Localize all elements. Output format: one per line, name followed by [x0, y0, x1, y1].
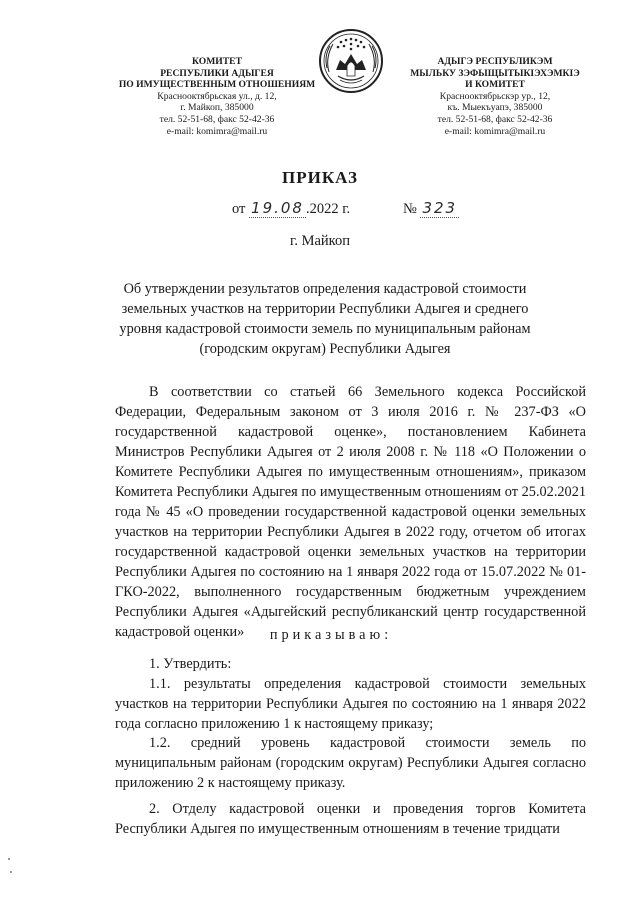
- header-left-address: Краснооктябрьская ул., д. 12,: [157, 90, 277, 102]
- header-left-city: г. Майкоп, 385000: [180, 102, 254, 114]
- header-right-line1: АДЫГЭ РЕСПУБЛИКЭМ: [437, 56, 553, 67]
- order-word: приказываю:: [269, 627, 393, 643]
- header-left-line2: РЕСПУБЛИКИ АДЫГЕЯ: [160, 67, 274, 79]
- number-handwritten: 323: [422, 199, 458, 217]
- item-1-2: 1.2. средний уровень кадастровой стоимости земель по муниципальным районам (городским округам) Республики Адыгея согласно приложению 2 к настоящему приказу.: [115, 735, 586, 791]
- header-right-phone: тел. 52-51-68, факс 52-42-36: [437, 113, 553, 125]
- order-number: [403, 199, 459, 218]
- item-1-1: 1.1. результаты определения кадастровой стоимости земельных участков на территории Республики Адыгея по состоянию на 1 января 2022 года согласно приложению 1 к настоящему приказу;: [115, 676, 586, 732]
- document-city: г. Майкоп: [290, 233, 350, 249]
- item-2-paragraph: 2. Отделу кадастровой оценки и проведения торгов Комитета Республики Адыгея по имущественным отношениям в течение тридцати: [115, 801, 586, 837]
- header-right-address: Краснооктябрьскэр ур., 12,: [439, 90, 551, 102]
- scan-speck: [8, 858, 10, 860]
- number-prefix: №: [403, 201, 417, 217]
- document-subject: Об утверждении результатов определения кадастровой стоимости земельных участков на территории Республики Адыгея и среднего уровня кадастровой стоимости земель по муниципальным районам (городским округам) Республики Адыгея: [119, 281, 531, 357]
- adygea-coat-of-arms-icon: [318, 28, 384, 94]
- date-suffix: .2022 г.: [305, 201, 351, 217]
- header-left-phone: тел. 52-51-68, факс 52-42-36: [159, 113, 275, 125]
- header-left-block: [107, 56, 327, 137]
- header-left-line1: КОМИТЕТ: [192, 56, 242, 67]
- date-prefix: от: [232, 201, 246, 217]
- header-right-email: e-mail: komimra@mail.ru: [444, 125, 546, 137]
- header-right-city: къ. Мыекъуапэ, 385000: [447, 102, 543, 114]
- item-1: 1. Утвердить:: [149, 656, 232, 672]
- order-date: [232, 199, 350, 218]
- document-title: ПРИКАЗ: [282, 168, 358, 187]
- header-right-line3: И КОМИТЕТ: [465, 79, 525, 91]
- header-right-block: [395, 56, 595, 137]
- header-right-line2: МЫЛЬКУ ЗЭФЫЩЫТЫКIЭХЭМКIЭ: [410, 67, 580, 79]
- date-handwritten: 19.08: [251, 199, 304, 217]
- header-left-email: e-mail: komimra@mail.ru: [166, 125, 268, 137]
- header-left-line3: ПО ИМУЩЕСТВЕННЫМ ОТНОШЕНИЯМ: [118, 79, 316, 91]
- preamble-paragraph: В соответствии со статьей 66 Земельного кодекса Российской Федерации, Федеральным законом от 3 июля 2016 г. № 237-ФЗ «О государственной кадастровой оценке», постановлением Кабинета Министров Республики Адыгея от 2 июля 2008 г. № 118 «О Положении о Комитете Республики Адыгея по имущественным отношениям», приказом Комитета Республики Адыгея по имущественным отношениям от 25.02.2021 года № 45 «О проведении государственной кадастровой оценки земельных участков на территории Республики Адыгея в 2022 году, отчетом об итогах государственной кадастровой оценки земельных участков на территории Республики Адыгея по состоянию на 1 января 2022 года от 15.07.2022 № 01-ГКО-2022, выполненного государственным бюджетным учреждением Республики Адыгея «Адыгейский республиканский центр государственной кадастровой оценки»: [115, 384, 586, 640]
- scan-speck: [10, 871, 12, 873]
